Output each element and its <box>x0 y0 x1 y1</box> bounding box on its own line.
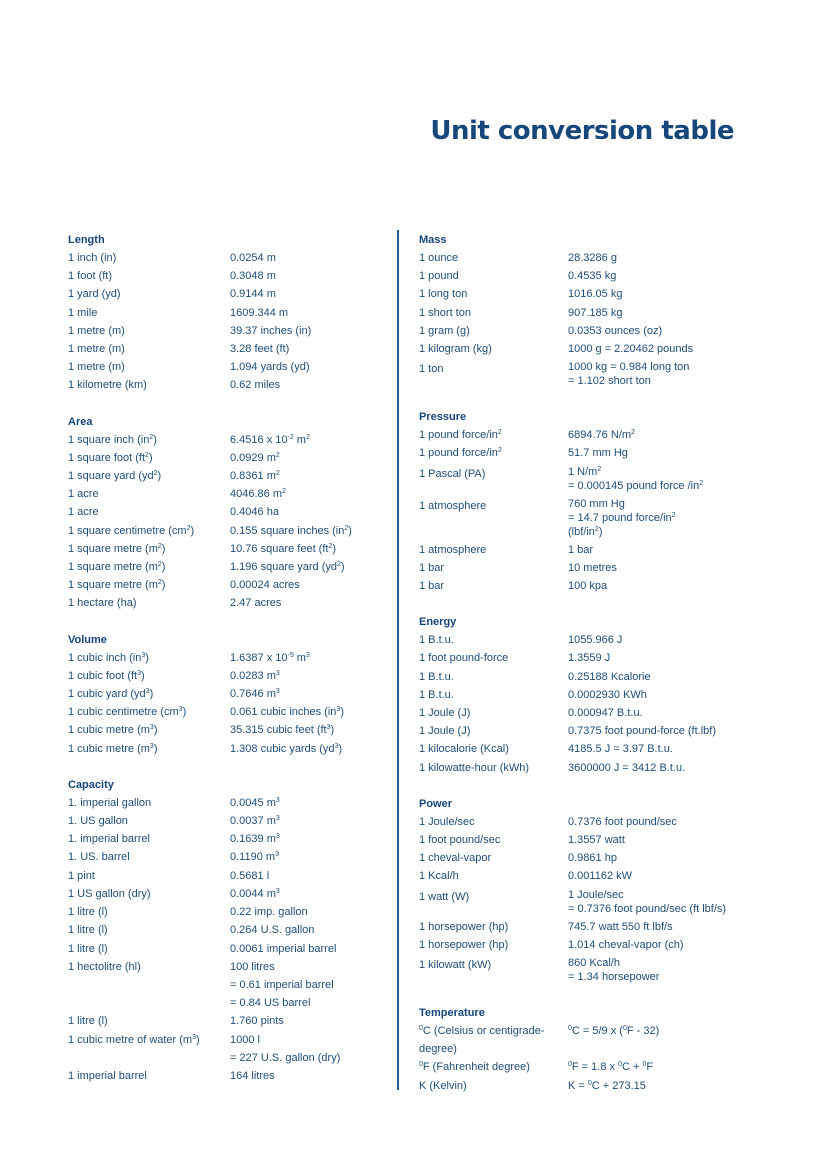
unit-value: 0.00024 acres <box>230 579 300 592</box>
conversion-row <box>419 886 759 918</box>
unit-value: 1.760 pints <box>230 1015 284 1028</box>
conversion-row <box>68 940 388 958</box>
unit-label: 1 kilowatte-hour (kWh) <box>419 761 530 774</box>
unit-value: 0.1639 $m^3$ <box>230 833 280 846</box>
conversion-row <box>68 921 388 939</box>
unit-value: 0.7376 foot pound/sec <box>568 815 677 828</box>
conversion-row <box>419 704 759 722</box>
unit-value: 760 mm Hg = 14.7 pound force/$in^2$ $(lbf/in^2)$ <box>568 497 676 538</box>
unit-label: 1 imperial barrel <box>68 1069 147 1082</box>
conversion-row <box>68 358 388 376</box>
unit-value: $^0$C = 5/9 x ($^0$F - 32) <box>568 1025 660 1038</box>
conversion-row <box>419 849 759 867</box>
unit-label: 1 foot (ft) <box>68 270 113 283</box>
unit-value: 1000 kg = 0.984 long ton = 1.102 short ton <box>568 361 690 388</box>
conversion-row <box>419 577 759 595</box>
unit-value: 1000 g = 2.20462 pounds <box>568 343 694 356</box>
unit-value: 860 Kcal/h = 1.34 horsepower <box>568 957 660 984</box>
conversion-row <box>68 830 388 848</box>
unit-label: 1 foot pound-force <box>419 652 509 665</box>
section-heading-capacity: Capacity <box>68 778 114 791</box>
unit-label: 1 ounce <box>419 252 459 264</box>
unit-value: 10.76 square feet $(ft^2)$ <box>230 542 337 555</box>
unit-label: $^0$F (Fahrenheit degree) <box>419 1061 530 1074</box>
unit-value: 0.22 imp. gallon <box>230 906 308 919</box>
unit-value: 0.0061 imperial barrel <box>230 942 337 955</box>
unit-value: 1.6387 x $10^{-5}$ $m^3$ <box>230 651 310 664</box>
unit-value: 51.7 mm Hg <box>568 447 628 460</box>
unit-label: 1 pound force/$in^2$ <box>419 447 502 460</box>
conversion-row <box>68 485 388 503</box>
unit-label: 1 acre <box>68 506 99 519</box>
conversion-row <box>419 918 759 936</box>
conversion-row <box>419 322 759 340</box>
conversion-row <box>68 340 388 358</box>
unit-value: 1000 l = 227 U.S. gallon (dry) <box>230 1033 341 1064</box>
conversion-row <box>419 686 759 704</box>
unit-label: 1 atmosphere <box>419 499 487 512</box>
unit-label: 1 metre (m) <box>68 324 125 337</box>
conversion-row <box>419 495 759 541</box>
unit-value: 1 Joule/sec = 0.7376 foot pound/sec (ft lbf/s) <box>568 888 727 915</box>
section-temperature <box>419 1022 759 1095</box>
unit-value: 1.3559 J <box>568 652 611 665</box>
section-heading-pressure: Pressure <box>419 411 467 424</box>
unit-value: 1.014 cheval-vapor (ch) <box>568 938 684 951</box>
unit-label: 1 square inch $(in^2)$ <box>68 433 157 446</box>
conversion-row <box>68 304 388 322</box>
unit-value: 0.7375 foot pound-force (ft.lbf) <box>568 725 716 738</box>
unit-value: 39.37 inches (in) <box>230 324 312 337</box>
unit-label: 1 kilocalorie (Kcal) <box>419 743 509 756</box>
conversion-row <box>68 285 388 303</box>
conversion-row <box>68 1067 388 1085</box>
unit-value: 0.3048 m <box>230 270 276 283</box>
section-power <box>419 813 759 986</box>
unit-value: 1609.344 m <box>230 306 289 319</box>
unit-label: 1 hectare (ha) <box>68 597 137 610</box>
conversion-row <box>419 285 759 303</box>
unit-value: 0.061 cubic inches $(in^3)$ <box>230 706 344 719</box>
conversion-row <box>419 631 759 649</box>
unit-label: 1 cubic metre of water $(m^3)$ <box>68 1033 200 1046</box>
unit-value: 100 litres = 0.61 imperial barrel = 0.84 US barrel <box>230 960 334 1010</box>
conversion-row <box>68 558 388 576</box>
conversion-row <box>68 1031 388 1067</box>
unit-label: 1 bar <box>419 580 445 593</box>
unit-value: 1 $N/m^2$ = 0.000145 pound force $/in^2$ <box>568 465 704 492</box>
unit-label: K (Kelvin) <box>419 1079 467 1092</box>
unit-value: 745.7 watt 550 ft lbf/s <box>568 920 673 933</box>
unit-label: 1 square metre $(m^2)$ <box>68 542 166 555</box>
unit-value: 6894.76 $N/m^2$ <box>568 429 635 442</box>
unit-label: 1 square metre $(m^2)$ <box>68 561 166 574</box>
conversion-row <box>419 541 759 559</box>
section-heading-area: Area <box>68 415 93 428</box>
conversion-row <box>68 503 388 521</box>
unit-label: 1 square foot $(ft^2)$ <box>68 451 153 464</box>
unit-label: 1 metre (m) <box>68 361 125 374</box>
conversion-row <box>419 426 759 444</box>
unit-label: 1 Joule (J) <box>419 707 471 720</box>
unit-label: 1 litre (l) <box>68 942 108 955</box>
section-energy <box>419 631 759 777</box>
conversion-row <box>419 559 759 577</box>
unit-label: 1. US gallon <box>68 815 128 828</box>
unit-label: 1 gram (g) <box>419 324 470 337</box>
unit-label: 1 cubic foot $(ft^3)$ <box>68 669 145 682</box>
conversion-row <box>68 594 388 612</box>
left-column <box>68 231 388 1103</box>
conversion-row <box>419 1077 759 1095</box>
unit-label: 1 cubic inch $(in^3)$ <box>68 651 149 664</box>
conversion-row <box>419 340 759 358</box>
unit-value: 2.47 acres <box>230 597 282 610</box>
unit-label: 1 yard (yd) <box>68 288 121 301</box>
unit-label: 1 watt (W) <box>419 890 470 903</box>
conversion-row <box>419 740 759 758</box>
unit-value: 0.0929 $m^2$ <box>230 451 280 464</box>
conversion-row <box>68 467 388 485</box>
section-heading-power: Power <box>419 797 453 810</box>
unit-label: 1 cubic metre $(m^3)$ <box>68 742 158 755</box>
unit-value: 907.185 kg <box>568 306 623 319</box>
unit-label: 1 short ton <box>419 306 471 319</box>
unit-label: 1 Pascal (PA) <box>419 467 486 480</box>
unit-label: 1 B.t.u. <box>419 670 454 683</box>
conversion-row <box>68 812 388 830</box>
unit-value: 1.308 cubic yards $(yd^3)$ <box>230 742 343 755</box>
conversion-row <box>68 903 388 921</box>
unit-value: 0.62 miles <box>230 379 281 392</box>
unit-label: 1 long ton <box>419 288 468 301</box>
conversion-row <box>68 322 388 340</box>
unit-label: 1 pint <box>68 869 95 882</box>
conversion-row <box>419 444 759 462</box>
conversion-row <box>419 668 759 686</box>
unit-value: 1055.966 J <box>568 634 623 647</box>
unit-value: 1 bar <box>568 543 594 556</box>
unit-value: 0.9861 hp <box>568 852 617 865</box>
unit-label: 1 US gallon (dry) <box>68 887 151 900</box>
conversion-row <box>68 576 388 594</box>
unit-label: 1 hectolitre (hl) <box>68 960 141 973</box>
section-capacity <box>68 794 388 1085</box>
unit-label: 1 cubic centimetre $(cm^3)$ <box>68 706 187 719</box>
conversion-row <box>68 848 388 866</box>
unit-value: $^0$F = 1.8 x $^0$C + $^0$F <box>568 1061 654 1074</box>
unit-value: 0.0045 $m^3$ <box>230 796 280 809</box>
unit-label: 1 ton <box>419 363 444 376</box>
unit-label: 1 atmosphere <box>419 543 487 556</box>
unit-value: 28.3286 g <box>568 252 617 264</box>
unit-value: 4185.5 J = 3.97 B.t.u. <box>568 743 673 756</box>
unit-label: 1 cheval-vapor <box>419 852 492 865</box>
unit-value: 0.0037 $m^3$ <box>230 815 280 828</box>
conversion-row <box>68 958 388 1013</box>
unit-value: 100 kpa <box>568 580 608 593</box>
unit-value: 0.8361 $m^2$ <box>230 470 280 483</box>
unit-label: 1 Kcal/h <box>419 870 459 883</box>
unit-label: 1. US. barrel <box>68 851 130 864</box>
conversion-row <box>68 794 388 812</box>
section-heading-volume: Volume <box>68 633 107 646</box>
section-heading-energy: Energy <box>419 616 457 629</box>
unit-label: 1 horsepower (hp) <box>419 938 509 951</box>
unit-label: 1 kilometre (km) <box>68 379 147 392</box>
unit-label: 1 B.t.u. <box>419 634 454 647</box>
unit-label: 1 foot pound/sec <box>419 834 501 847</box>
right-column <box>419 231 759 1113</box>
conversion-row <box>68 431 388 449</box>
section-heading-temperature: Temperature <box>419 1007 485 1020</box>
unit-value: K = $^0$C + 273.15 <box>568 1079 646 1092</box>
unit-value: 0.0044 $m^3$ <box>230 887 280 900</box>
unit-value: 0.264 U.S. gallon <box>230 924 315 937</box>
unit-label: 1 acre <box>68 488 99 501</box>
conversion-row <box>419 954 759 986</box>
unit-label: 1 litre (l) <box>68 1015 108 1028</box>
conversion-row <box>419 813 759 831</box>
unit-label: 1 square yard $(yd^2)$ <box>68 470 162 483</box>
unit-value: 0.000947 B.t.u. <box>568 707 643 720</box>
conversion-row <box>68 449 388 467</box>
unit-value: 0.0283 $m^3$ <box>230 669 280 682</box>
section-heading-mass: Mass <box>419 234 447 246</box>
unit-value: 1016.05 kg <box>568 288 623 301</box>
unit-value: 0.9144 m <box>230 288 276 301</box>
conversion-row <box>68 885 388 903</box>
unit-label: 1 metre (m) <box>68 343 125 356</box>
unit-label: 1 litre (l) <box>68 924 108 937</box>
unit-value: 0.4046 ha <box>230 506 279 519</box>
conversion-row <box>419 249 759 267</box>
unit-value: 1.196 square yard $(yd^2)$ <box>230 561 345 574</box>
section-pressure <box>419 426 759 595</box>
unit-value: 0.5681 l <box>230 869 270 882</box>
unit-label: 1 bar <box>419 561 445 574</box>
unit-label: 1 mile <box>68 306 98 319</box>
unit-label: 1 litre (l) <box>68 906 108 919</box>
unit-value: 0.0002930 KWh <box>568 688 647 701</box>
unit-value: 3600000 J = 3412 B.t.u. <box>568 761 686 774</box>
unit-label: 1 cubic yard $(yd^3)$ <box>68 688 154 701</box>
section-area <box>68 431 388 613</box>
unit-value: 164 litres <box>230 1069 275 1082</box>
unit-value: 0.25188 Kcalorie <box>568 670 651 683</box>
unit-label: 1 pound <box>419 270 459 283</box>
unit-label: 1 kilogram (kg) <box>419 343 492 356</box>
unit-label: 1 pound force/$in^2$ <box>419 429 502 442</box>
section-volume <box>68 649 388 758</box>
conversion-row <box>68 685 388 703</box>
unit-label: 1 inch (in) <box>68 252 117 264</box>
unit-value: 10 metres <box>568 561 617 574</box>
unit-value: 0.7646 $m^3$ <box>230 688 280 701</box>
unit-label: 1. imperial gallon <box>68 796 152 809</box>
unit-label: 1 Joule/sec <box>419 815 475 828</box>
column-divider <box>397 230 399 1090</box>
unit-value: 0.155 square inches $(in^2)$ <box>230 524 352 537</box>
unit-value: 35.315 cubic feet $(ft^3)$ <box>230 724 335 737</box>
section-heading-length: Length <box>68 234 105 246</box>
conversion-row <box>68 649 388 667</box>
unit-value: 6.4516 x $10^{-2}$ $m^2$ <box>230 433 310 446</box>
conversion-row <box>68 867 388 885</box>
conversion-row <box>419 867 759 885</box>
conversion-row <box>419 649 759 667</box>
conversion-row <box>419 759 759 777</box>
conversion-row <box>419 304 759 322</box>
conversion-row <box>419 1058 759 1076</box>
unit-value: 0.4535 kg <box>568 270 617 283</box>
unit-label: 1. imperial barrel <box>68 833 150 846</box>
conversion-row <box>68 522 388 540</box>
conversion-row <box>68 540 388 558</box>
conversion-row <box>68 667 388 685</box>
conversion-row <box>68 1012 388 1030</box>
section-length <box>68 249 388 395</box>
conversion-row <box>419 358 759 390</box>
unit-label: 1 kilowatt (kW) <box>419 959 492 972</box>
unit-value: 0.0353 ounces (oz) <box>568 324 663 337</box>
conversion-row <box>419 722 759 740</box>
unit-value: 0.1190 $m^3$ <box>230 851 279 864</box>
conversion-row <box>68 267 388 285</box>
unit-label: 1 square metre $(m^2)$ <box>68 579 166 592</box>
unit-label: 1 cubic metre $(m^3)$ <box>68 724 158 737</box>
unit-value: 0.001162 kW <box>568 870 633 883</box>
conversion-row <box>419 936 759 954</box>
conversion-row <box>68 703 388 721</box>
unit-label: 1 B.t.u. <box>419 688 454 701</box>
conversion-row <box>419 267 759 285</box>
unit-value: 4046.86 $m^2$ <box>230 488 286 501</box>
conversion-row <box>419 1022 759 1058</box>
page-title: Unit conversion table <box>430 116 734 146</box>
conversion-row <box>419 831 759 849</box>
unit-label: 1 square centimetre $(cm^2)$ <box>68 524 195 537</box>
unit-label: $^0$C (Celsius or centigrade-degree) <box>419 1025 545 1056</box>
conversion-row <box>68 721 388 739</box>
conversion-row <box>419 463 759 495</box>
unit-value: 3.28 feet (ft) <box>230 343 290 356</box>
unit-label: 1 horsepower (hp) <box>419 920 509 933</box>
conversion-row <box>68 376 388 394</box>
section-mass <box>419 249 759 390</box>
unit-label: 1 Joule (J) <box>419 725 471 738</box>
conversion-row <box>68 740 388 758</box>
unit-value: 0.0254 m <box>230 252 276 264</box>
unit-value: 1.094 yards (yd) <box>230 361 310 374</box>
conversion-row <box>68 249 388 267</box>
unit-value: 1.3557 watt <box>568 834 625 847</box>
